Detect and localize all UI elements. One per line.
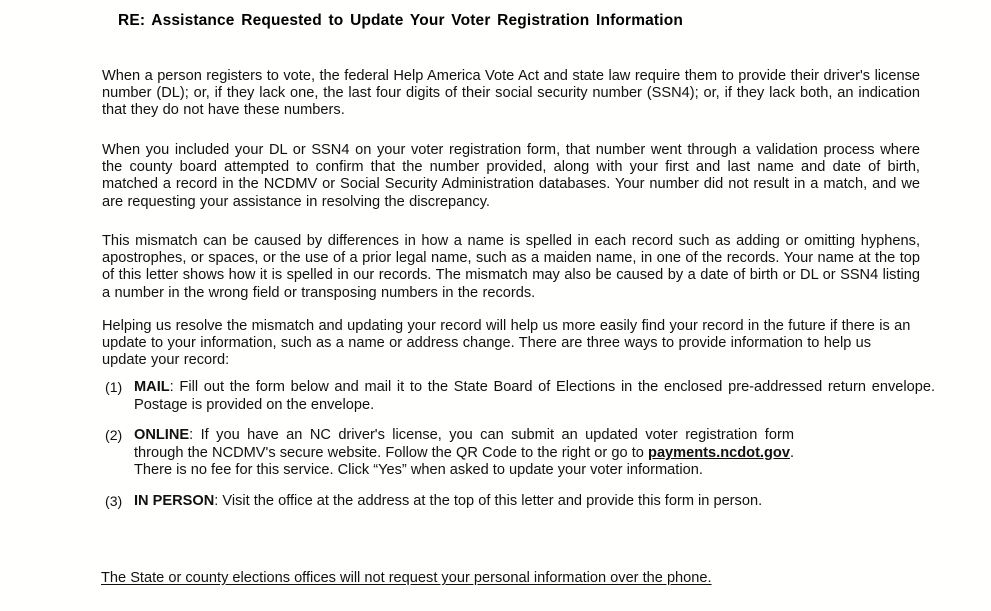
body-paragraph-4: Helping us resolve the mismatch and updating your record will help us more easily find your record in the future if there is an update to your information, such as a name or address change. There are three ways to provide information to help us update your record: [102,317,911,369]
body-paragraph-1: When a person registers to vote, the federal Help America Vote Act and state law require them to provide their driver's license number (DL); or, if they lack one, the last four digits of their social security number (SSN4); or, if they lack both, an indication that they do not have these numbers. [102,67,920,119]
list-item-mail-body [134,379,935,414]
body-paragraph-3: This mismatch can be caused by differences in how a name is spelled in each record such as adding or omitting hyphens, apostrophes, or spaces, or the use of a prior legal name, such as a maiden name, in one of the records. Your name at the top of this letter shows how it is spelled in our records. The mismatch may also be caused by a date of birth or DL or SSN4 listing a number in the wrong field or transposing numbers in the records. [102,232,920,301]
list-marker-3: (3) [105,492,123,509]
list-item-online-label: ONLINE [134,427,190,444]
list-item-mail [105,379,935,414]
list-item-in-person-separator: : [214,492,223,509]
payments-ncdot-gov-link[interactable]: payments.ncdot.gov [648,444,790,461]
list-item-mail-text: Fill out the form below and mail it to the State Board of Elections in the enclosed pre-addressed return envelope. Postage is provided on the envelope. [134,379,936,413]
list-item-in-person [105,493,935,511]
options-list [105,379,935,511]
privacy-notice: The State or county elections offices will not request your personal information over the phone. [101,570,712,586]
list-item-in-person-label: IN PERSON [134,492,215,509]
list-item-online [105,427,935,480]
list-item-online-text-before-link: If you have an NC driver's license, you can submit an updated voter registration form through the NCDMV's secure website. Follow the QR Code to the right or go to [134,427,794,461]
list-marker-2: (2) [105,427,123,444]
page-title: RE: Assistance Requested to Update Your Voter Registration Information [118,12,683,29]
list-marker-1: (1) [105,379,123,395]
list-item-mail-separator: : [169,379,180,395]
list-item-online-separator: : [189,427,201,444]
body-paragraph-2: When you included your DL or SSN4 on your voter registration form, that number went through a validation process where the county board attempted to confirm that the number provided, along with your first and last name and date of birth, matched a record in the NCDMV or Social Security Administration databases. Your number did not result in a match, and we are requesting your assistance in resolving the discrepancy. [102,141,920,210]
list-item-in-person-body [134,493,935,511]
list-item-mail-label: MAIL [134,379,170,395]
list-item-online-body [134,427,794,480]
list-item-in-person-text: Visit the office at the address at the top of this letter and provide this form in person. [222,492,763,509]
list-item-online-text-after-link: . There is no fee for this service. Click “Yes” when asked to update your voter information. [134,444,794,479]
